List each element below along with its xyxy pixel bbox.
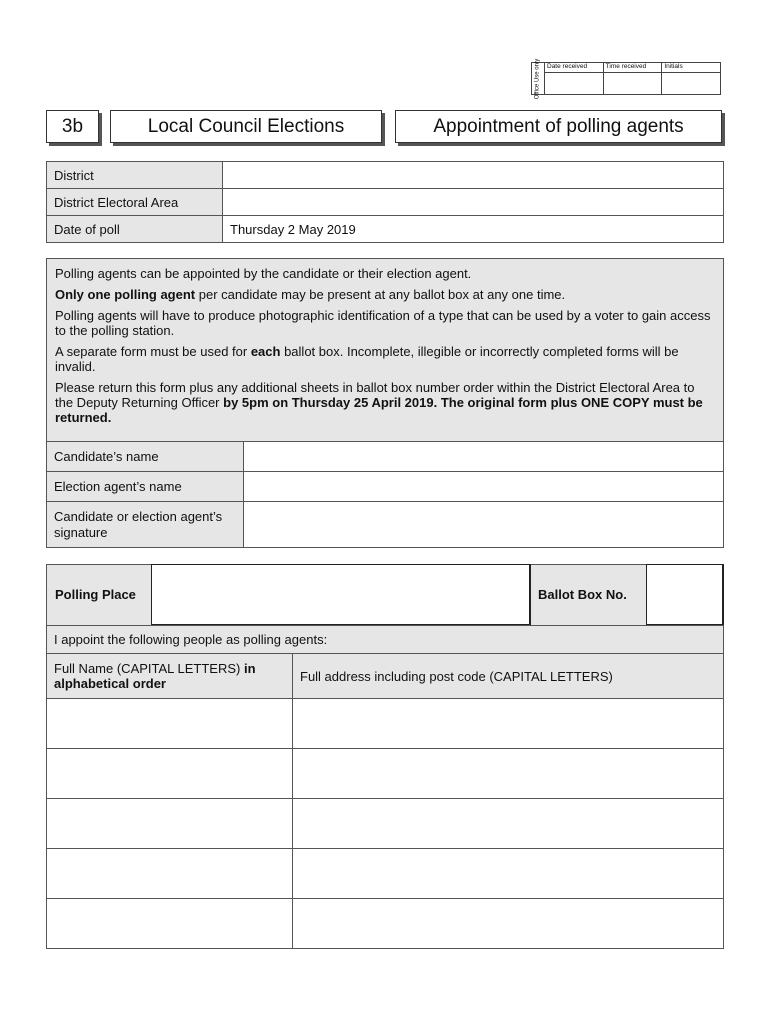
date-received-field[interactable] — [545, 73, 604, 95]
instruction-4: A separate form must be used for each ballot box. Incomplete, illegible or incorrectly completed forms will be invalid. — [55, 344, 679, 374]
agent-address-field[interactable] — [293, 749, 724, 799]
initials-header: Initials — [662, 63, 721, 73]
agent-address-field[interactable] — [293, 899, 724, 949]
polling-place-label: Polling Place — [55, 587, 136, 602]
dea-label: District Electoral Area — [47, 189, 223, 216]
appoint-text: I appoint the following people as polling agents: — [47, 626, 724, 654]
candidate-name-label: Candidate’s name — [47, 442, 244, 472]
dea-field[interactable] — [223, 189, 724, 216]
agent-name-field[interactable] — [47, 699, 293, 749]
agent-address-field[interactable] — [293, 799, 724, 849]
agent-address-field[interactable] — [293, 849, 724, 899]
form-title-box — [395, 110, 722, 143]
signature-label: Candidate or election agent’s signature — [47, 502, 244, 548]
form-number: 3b — [61, 115, 84, 137]
instruction-3: Polling agents will have to produce photographic identification of a type that can be used by a voter to gain access to the polling station. — [55, 308, 711, 338]
election-title-box — [110, 110, 382, 143]
agent-name-field[interactable] — [47, 849, 293, 899]
instructions-block — [46, 258, 724, 442]
election-agent-name-field[interactable] — [244, 472, 724, 502]
form-number-box — [46, 110, 99, 143]
candidate-table — [46, 441, 724, 548]
office-use-box — [531, 58, 721, 99]
ballot-box-field[interactable] — [646, 564, 724, 626]
election-title: Local Council Elections — [147, 115, 345, 137]
district-field[interactable] — [223, 162, 724, 189]
ballot-box-label: Ballot Box No. — [538, 587, 627, 602]
date-received-header: Date received — [545, 63, 604, 73]
election-agent-name-label: Election agent’s name — [47, 472, 244, 502]
office-use-label: Office Use only — [532, 63, 545, 95]
district-label: District — [47, 162, 223, 189]
agent-name-field[interactable] — [47, 899, 293, 949]
agent-address-field[interactable] — [293, 699, 724, 749]
agents-table — [46, 625, 724, 949]
candidate-name-field[interactable] — [244, 442, 724, 472]
date-of-poll-value: Thursday 2 May 2019 — [223, 216, 724, 243]
form-title: Appointment of polling agents — [433, 115, 684, 137]
signature-field[interactable] — [244, 502, 724, 548]
date-of-poll-label: Date of poll — [47, 216, 223, 243]
instruction-5: Please return this form plus any additional sheets in ballot box number order within the District Electoral Area to the Deputy Returning Officer by 5pm on Thursday 25 April 2019. The original form plus ONE COPY must be returned. — [55, 380, 703, 425]
polling-place-field[interactable] — [151, 564, 531, 626]
agent-name-field[interactable] — [47, 799, 293, 849]
agent-name-field[interactable] — [47, 749, 293, 799]
details-table — [46, 161, 724, 243]
time-received-field[interactable] — [603, 73, 662, 95]
time-received-header: Time received — [603, 63, 662, 73]
instruction-2: Only one polling agent per candidate may be present at any ballot box at any one time. — [55, 287, 566, 302]
name-column-header: Full Name (CAPITAL LETTERS) in alphabetical order — [47, 654, 293, 699]
address-column-header: Full address including post code (CAPITAL LETTERS) — [293, 654, 724, 699]
instruction-1: Polling agents can be appointed by the candidate or their election agent. — [55, 266, 472, 281]
initials-field[interactable] — [662, 73, 721, 95]
